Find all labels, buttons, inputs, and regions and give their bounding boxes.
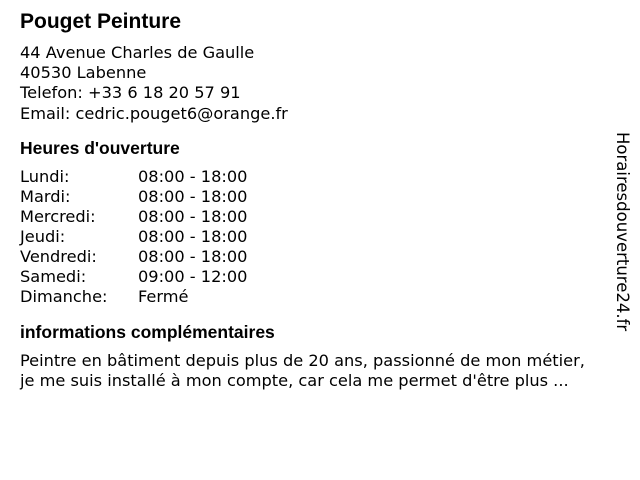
business-name: Pouget Peinture bbox=[20, 10, 182, 33]
hours-time: 09:00 - 12:00 bbox=[138, 266, 248, 286]
hours-day: Samedi: bbox=[20, 266, 87, 286]
business-description bbox=[20, 351, 620, 392]
opening-hours-list bbox=[20, 167, 620, 307]
description-line: je me suis installé à mon compte, car cela me permet d'être plus ... bbox=[20, 371, 569, 391]
hours-day: Dimanche: bbox=[20, 286, 108, 306]
site-link[interactable]: Horairesdouverture24.fr bbox=[613, 132, 632, 332]
additional-info-heading: informations complémentaires bbox=[20, 321, 275, 342]
hours-row-sunday bbox=[20, 287, 620, 307]
hours-row-friday bbox=[20, 247, 620, 267]
contact-block bbox=[20, 43, 620, 124]
hours-day: Mardi: bbox=[20, 186, 71, 206]
hours-time: 08:00 - 18:00 bbox=[138, 246, 248, 266]
hours-row-wednesday bbox=[20, 207, 620, 227]
business-card bbox=[20, 10, 620, 392]
hours-row-saturday bbox=[20, 267, 620, 287]
hours-day: Lundi: bbox=[20, 166, 70, 186]
hours-day: Vendredi: bbox=[20, 246, 97, 266]
hours-time: 08:00 - 18:00 bbox=[138, 166, 248, 186]
opening-hours-heading: Heures d'ouverture bbox=[20, 137, 180, 158]
hours-time: 08:00 - 18:00 bbox=[138, 186, 248, 206]
hours-time: 08:00 - 18:00 bbox=[138, 226, 248, 246]
hours-row-tuesday bbox=[20, 187, 620, 207]
hours-day: Jeudi: bbox=[20, 226, 66, 246]
description-line: Peintre en bâtiment depuis plus de 20 ans, passionné de mon métier, bbox=[20, 350, 585, 370]
phone-number: Telefon: +33 6 18 20 57 91 bbox=[20, 83, 241, 103]
address-street: 44 Avenue Charles de Gaulle bbox=[20, 43, 255, 62]
hours-row-thursday bbox=[20, 227, 620, 247]
address-city: 40530 Labenne bbox=[20, 63, 147, 83]
email-address: Email: cedric.pouget6@orange.fr bbox=[20, 103, 288, 123]
hours-time: Fermé bbox=[138, 286, 189, 306]
hours-day: Mercredi: bbox=[20, 206, 96, 226]
hours-row-monday bbox=[20, 167, 620, 187]
hours-time: 08:00 - 18:00 bbox=[138, 206, 248, 226]
